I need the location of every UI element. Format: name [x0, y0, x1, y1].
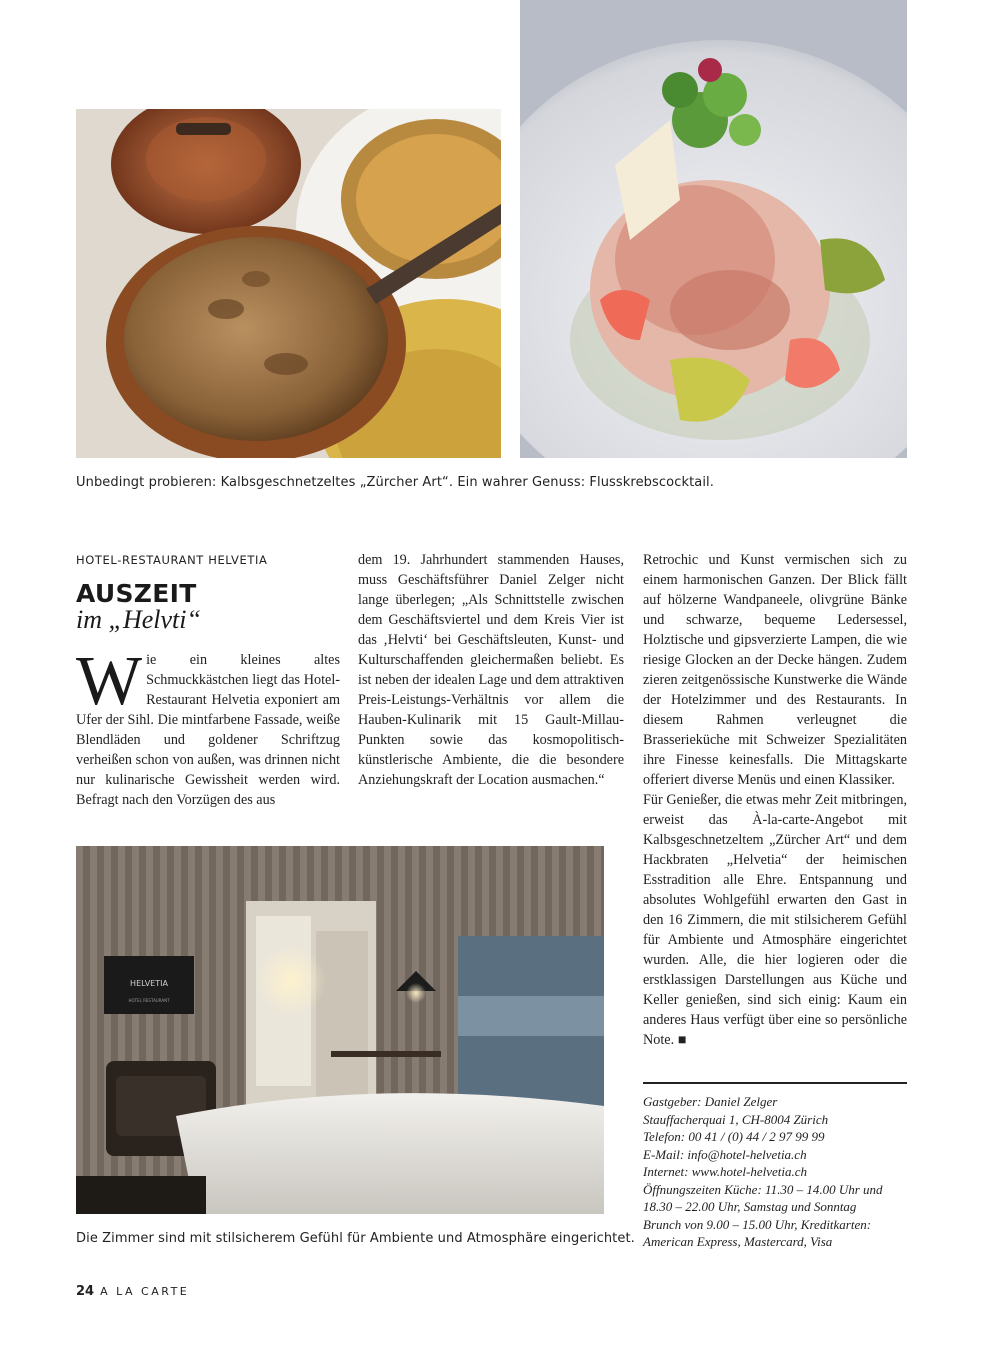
article-kicker: HOTEL-RESTAURANT HELVETIA [76, 553, 268, 567]
caption-bottom: Die Zimmer sind mit stilsicherem Gefühl für Ambiente und Atmosphäre eingerichtet. [76, 1231, 635, 1246]
tv-logo-text: HELVETIA [130, 979, 168, 988]
page-number: 24 [76, 1284, 95, 1299]
photo-flusskrebscocktail [520, 0, 907, 458]
info-divider [643, 1082, 907, 1084]
article-column-1 [76, 643, 340, 810]
page-footer [76, 1284, 189, 1299]
info-line: Stauffacherquai 1, CH-8004 Zürich [643, 1111, 829, 1127]
photo-hotel-room [76, 846, 604, 1214]
info-line: Öffnungszeiten Küche: 11.30 – 14.00 Uhr und [643, 1181, 883, 1197]
info-line: Gastgeber: Daniel Zelger [643, 1094, 778, 1109]
tv-tag-text: HOTEL RESTAURANT [128, 998, 170, 1003]
info-line: Brunch von 9.00 – 15.00 Uhr, Kreditkarten: [643, 1216, 872, 1232]
column-3-paragraph-2: Für Genießer, die etwas mehr Zeit mitbringen, erweist das À-la-carte-Angebot mit Kalbsgeschnetzeltem „Zürcher Art“ und dem Hackbraten „Helvetia“ der heimischen Esstradition alle Ehre. Entspannung und absolutes Wohlgefühl erwarten den Gast in den 16 Zimmern, die mit stilsicherem Gefühl für Ambiente und Atmosphäre eingerichtet wurden. Alle, die hier logieren oder die erstklassigen Darstellungen aus Küche und Keller genießen, sind sich einig: Kaum ein anderes Haus verfügt über eine so persönliche Note. [643, 792, 907, 1048]
dropcap: W [76, 643, 143, 720]
info-line: Telefon: 00 41 / (0) 44 / 2 97 99 99 [643, 1129, 825, 1144]
column-3-paragraph-1: Retrochic und Kunst vermischen sich zu einem harmonischen Ganzen. Der Blick fällt auf hölzerne Wandpaneele, olivgrüne Bänke und schwarze, bequeme Ledersessel, Holztische und gipsverzierte Lampen, die wie riesige Glocken an der Decke hängen. Zudem zieren zeitgenössische Kunstwerke die Wände der Hotelzimmer und des Restaurants. In diesem Rahmen verleugnet die Brasserieküche mit Schweizer Spezialitäten ihre Finesse keinesfalls. Die Mittagskarte offeriert diverse Menüs und einen Klassiker. [643, 552, 907, 788]
column-1-text: ie ein kleines altes Schmuckkästchen liegt das Hotel-Restaurant Helvetia exponiert am Ufer der Sihl. Die mintfarbene Fassade, weiße Blendläden und goldener Schriftzug verheißen schon von außen, was drinnen nicht nur kulinarische Gewissheit werden wird. Befragt nach den Vorzügen des aus [76, 652, 340, 808]
info-line: Internet: www.hotel-helvetia.ch [643, 1164, 808, 1179]
info-line: 18.30 – 22.00 Uhr, Samstag und Sonntag [643, 1199, 857, 1214]
end-mark: ■ [677, 1032, 687, 1048]
info-box [643, 1093, 911, 1251]
magazine-name: A LA CARTE [100, 1285, 190, 1298]
column-2-text: dem 19. Jahrhundert stammenden Hauses, muss Geschäftsführer Daniel Zelger nicht lange überlegen; „Als Schnittstelle zwischen dem Geschäftsviertel und dem Kreis Vier ist das ‚Helvti‘ bei Geschäftsleuten, Kunst- und Kulturschaffenden gleichermaßen beliebt. Es ist neben der idealen Lage und dem attraktiven Preis-Leistungs-Verhältnis vor allem die Hauben-Kulinarik mit 15 Gault-Millau-Punkten sowie das kosmopolitisch-künstlerische Ambiente, die die besondere Anziehungskraft der Location ausmachen.“ [358, 552, 624, 788]
caption-top: Unbedingt probieren: Kalbsgeschnetzeltes „Zürcher Art“. Ein wahrer Genuss: Flusskrebscocktail. [76, 475, 714, 490]
info-line: American Express, Mastercard, Visa [643, 1234, 833, 1249]
photo-kalbsgeschnetzeltes [76, 109, 501, 458]
article-headline: AUSZEIT [76, 579, 197, 608]
article-subheadline: im „Helvti“ [76, 605, 201, 634]
info-line: E-Mail: info@hotel-helvetia.ch [643, 1146, 807, 1162]
article-column-3 [643, 550, 907, 1050]
article-column-2 [358, 550, 624, 790]
